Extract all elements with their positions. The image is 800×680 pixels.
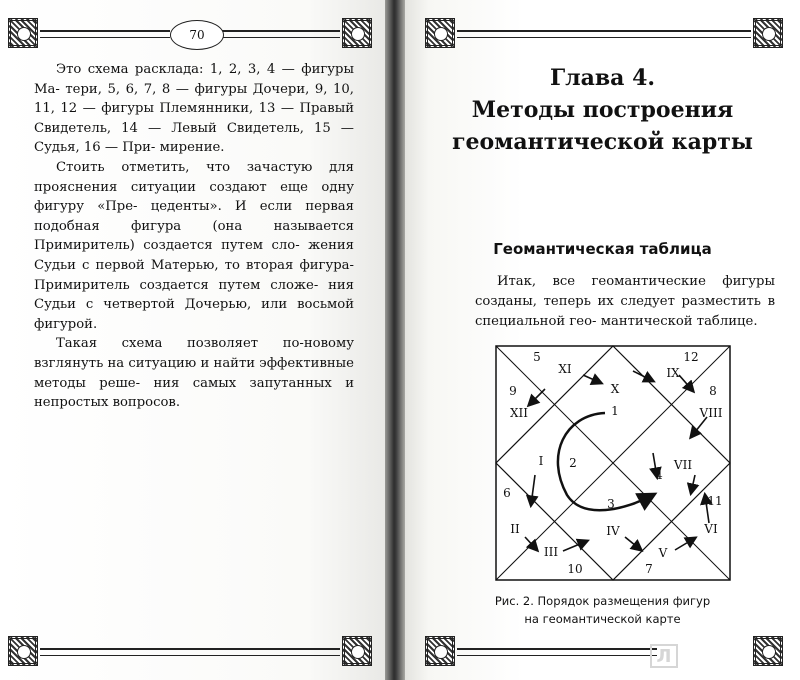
text-line: 14 — Левый Свидетель, 15 — Судья, 16 — При-: [34, 120, 354, 156]
text-line: Итак, все геомантические фигуры созданы,: [475, 274, 775, 309]
page-number-text: 70: [189, 28, 205, 42]
house-label-V: V: [658, 546, 668, 560]
house-label-XI: XI: [558, 362, 572, 376]
text-line: Это схема расклада: 1, 2, 3, 4 — фигуры Ма-: [34, 62, 354, 97]
text-line: мантической таблице.: [600, 314, 758, 329]
order-label-1: 1: [611, 404, 619, 418]
paragraph: [475, 272, 775, 332]
text-line: Такая схема позволяет по-новому взглянуть: [34, 336, 354, 371]
chapter-number: Глава 4.: [549, 65, 656, 91]
intro-text: [475, 272, 775, 332]
text-line: теперь их следует разместить в специальной гео-: [475, 294, 775, 329]
chapter-title: [425, 62, 780, 158]
chapter-title-line: Методы построения: [471, 97, 734, 123]
watermark-letter: Л: [656, 645, 672, 667]
order-label-4: 4: [655, 468, 663, 482]
publisher-watermark-icon: [650, 644, 678, 668]
house-label-IX: IX: [666, 366, 680, 380]
house-label-VII: VII: [673, 458, 693, 472]
corner-ornament-icon: [8, 636, 38, 666]
chapter-title-line: геомантической карты: [452, 129, 753, 155]
text-line: называется Примиритель) создается путем сло-: [34, 218, 354, 254]
text-line: Стоить отметить, что зачастую для прояснения: [34, 159, 354, 195]
order-label-9: 9: [509, 384, 517, 398]
order-label-2: 2: [569, 456, 577, 470]
corner-ornament-icon: [342, 636, 372, 666]
house-label-III: III: [543, 545, 559, 559]
text-line: ния самых запутанных и непростых вопросов.: [34, 375, 354, 411]
text-line: цеденты». И если первая подобная фигура (она: [34, 199, 354, 234]
corner-ornament-icon: [425, 18, 455, 48]
header-rule: [222, 30, 340, 38]
corner-ornament-icon: [753, 636, 783, 666]
footer-rule: [40, 648, 340, 656]
order-label-12: 12: [683, 350, 699, 364]
text-line: фигурой.: [34, 316, 98, 332]
text-line: на ситуацию и найти эффективные методы реше-: [34, 355, 354, 391]
text-line: тери, 5, 6, 7, 8 — фигуры Дочери, 9, 10, 11, 12 —: [34, 81, 354, 117]
section-title: Геомантическая таблица: [493, 240, 712, 258]
header-rule: [457, 30, 751, 38]
order-label-6: 6: [503, 486, 511, 500]
order-label-7: 7: [645, 562, 653, 576]
text-line: фигуры Племянники, 13 — Правый Свидетель,: [34, 101, 354, 136]
order-label-5: 5: [533, 350, 541, 364]
corner-ornament-icon: [8, 18, 38, 48]
text-line: мирение.: [159, 140, 225, 156]
geomantic-chart-figure: [495, 345, 731, 581]
header-rule: [40, 30, 170, 38]
corner-ornament-icon: [342, 18, 372, 48]
left-page: [0, 0, 385, 680]
text-line: фигура-Примиритель создается путем сложе-: [34, 257, 354, 293]
book-gutter: [385, 0, 405, 680]
house-label-X: X: [610, 382, 620, 396]
paragraph: [34, 158, 354, 334]
corner-ornament-icon: [753, 18, 783, 48]
house-label-I: I: [538, 454, 544, 468]
house-label-VIII: VIII: [699, 406, 723, 420]
house-label-XII: XII: [509, 406, 529, 420]
right-page: [405, 0, 800, 680]
text-line: ситуации создают еще одну фигуру «Пре-: [34, 179, 354, 215]
order-label-3: 3: [607, 497, 615, 511]
paragraph: [34, 60, 354, 158]
order-label-11: 11: [707, 494, 723, 508]
paragraph: [34, 334, 354, 412]
text-line: жения Судьи с первой Матерью, то вторая: [34, 238, 354, 273]
house-label-II: II: [510, 522, 520, 536]
text-line: ния Судьи с четвертой Дочерью, или восьмой: [34, 277, 354, 313]
order-label-10: 10: [567, 562, 583, 576]
footer-rule: [457, 648, 657, 656]
house-label-IV: IV: [606, 524, 620, 538]
caption-line: Рис. 2. Порядок размещения фигур: [494, 594, 711, 608]
caption-line: на геомантической карте: [524, 612, 681, 626]
order-label-8: 8: [709, 384, 717, 398]
figure-caption: [425, 592, 780, 628]
house-label-VI: VI: [704, 522, 718, 536]
body-text: [34, 60, 354, 413]
corner-ornament-icon: [425, 636, 455, 666]
geomantic-chart-diagram: [495, 345, 731, 581]
page-number: [170, 20, 224, 50]
